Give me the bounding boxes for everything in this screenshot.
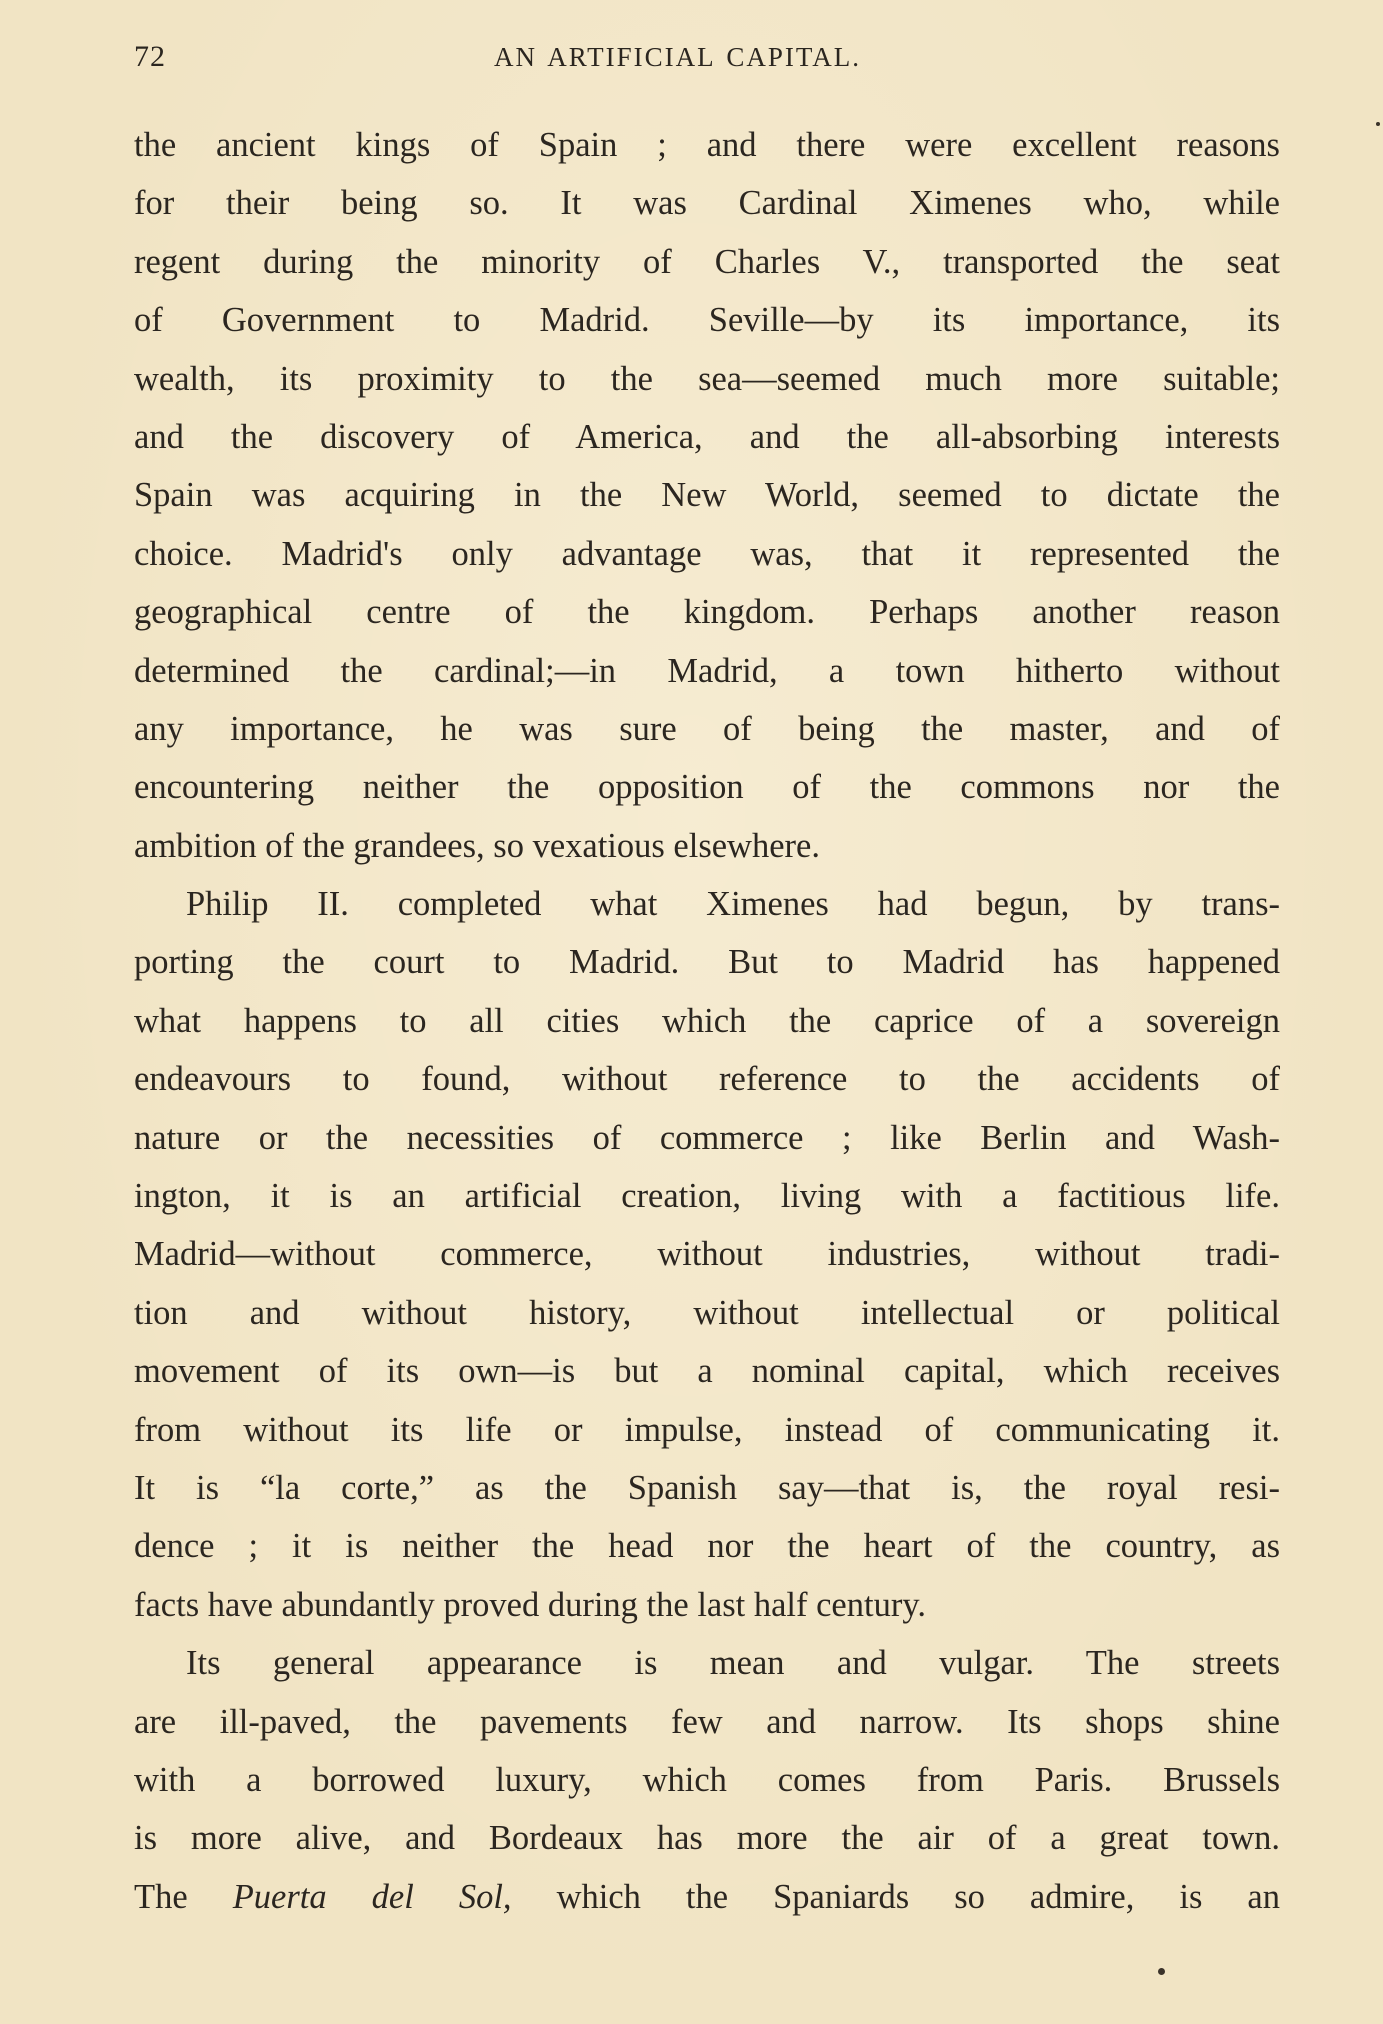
- text-line: dence ; it is neither the head nor the heart of the country, as: [134, 1527, 1280, 1566]
- text-line: porting the court to Madrid. But to Madrid has happened: [134, 943, 1280, 982]
- text-line: ington, it is an artificial creation, living with a factitious life.: [134, 1177, 1280, 1216]
- paragraph-start-line: Its general appearance is mean and vulgar. The streets: [186, 1644, 1280, 1683]
- text-line: geographical centre of the kingdom. Perhaps another reason: [134, 593, 1280, 632]
- text-line: facts have abundantly proved during the last half century.: [134, 1585, 926, 1624]
- text-line: with a borrowed luxury, which comes from Paris. Brussels: [134, 1760, 1280, 1799]
- text-line: of Government to Madrid. Seville—by its importance, its: [134, 301, 1280, 340]
- text-line: choice. Madrid's only advantage was, that it represented the: [134, 534, 1280, 573]
- text-line: wealth, its proximity to the sea—seemed much more suitable;: [134, 359, 1280, 398]
- text-line: any importance, he was sure of being the master, and of: [134, 709, 1280, 748]
- body-text: [134, 116, 1280, 1926]
- text-line: for their being so. It was Cardinal Ximenes who, while: [134, 184, 1280, 223]
- page-number: 72: [134, 40, 166, 73]
- running-title: AN ARTIFICIAL CAPITAL.: [494, 42, 861, 72]
- text-line: the ancient kings of Spain ; and there were excellent reasons: [134, 126, 1280, 164]
- text-line: nature or the necessities of commerce ; like Berlin and Wash-: [134, 1118, 1280, 1157]
- text-line: endeavours to found, without reference to the accidents of: [134, 1060, 1280, 1099]
- text-line-italic-mix: [134, 1868, 1280, 1926]
- text-line: It is “la corte,” as the Spanish say—that is, the royal resi-: [134, 1468, 1280, 1507]
- text-line: tion and without history, without intellectual or political: [134, 1293, 1280, 1332]
- text-line: Spain was acquiring in the New World, seemed to dictate the: [134, 476, 1280, 515]
- text-line: regent during the minority of Charles V., transported the seat: [134, 242, 1280, 281]
- paragraph-start-line: Philip II. completed what Ximenes had begun, by trans-: [186, 885, 1280, 924]
- text-segment: The: [134, 1877, 233, 1916]
- text-line: from without its life or impulse, instead of communicating it.: [134, 1410, 1280, 1449]
- text-line: are ill-paved, the pavements few and narrow. Its shops shine: [134, 1702, 1280, 1741]
- text-line: what happens to all cities which the caprice of a sovereign: [134, 1001, 1280, 1040]
- text-segment: which the Spaniards so admire, is an: [511, 1877, 1280, 1916]
- text-line: encountering neither the opposition of the commons nor the: [134, 768, 1280, 807]
- ink-speck: [1376, 122, 1380, 126]
- text-line: ambition of the grandees, so vexatious elsewhere.: [134, 826, 820, 865]
- page-header: [134, 40, 1284, 80]
- text-line: Madrid—without commerce, without industries, without tradi-: [134, 1235, 1280, 1274]
- text-line: movement of its own—is but a nominal capital, which receives: [134, 1352, 1280, 1391]
- text-line: is more alive, and Bordeaux has more the air of a great town.: [134, 1819, 1280, 1858]
- italic-place-name: Puerta del Sol,: [232, 1877, 512, 1916]
- ink-speck: [1158, 1968, 1165, 1975]
- text-line: determined the cardinal;—in Madrid, a town hitherto without: [134, 651, 1280, 690]
- text-line: and the discovery of America, and the all-absorbing interests: [134, 417, 1280, 456]
